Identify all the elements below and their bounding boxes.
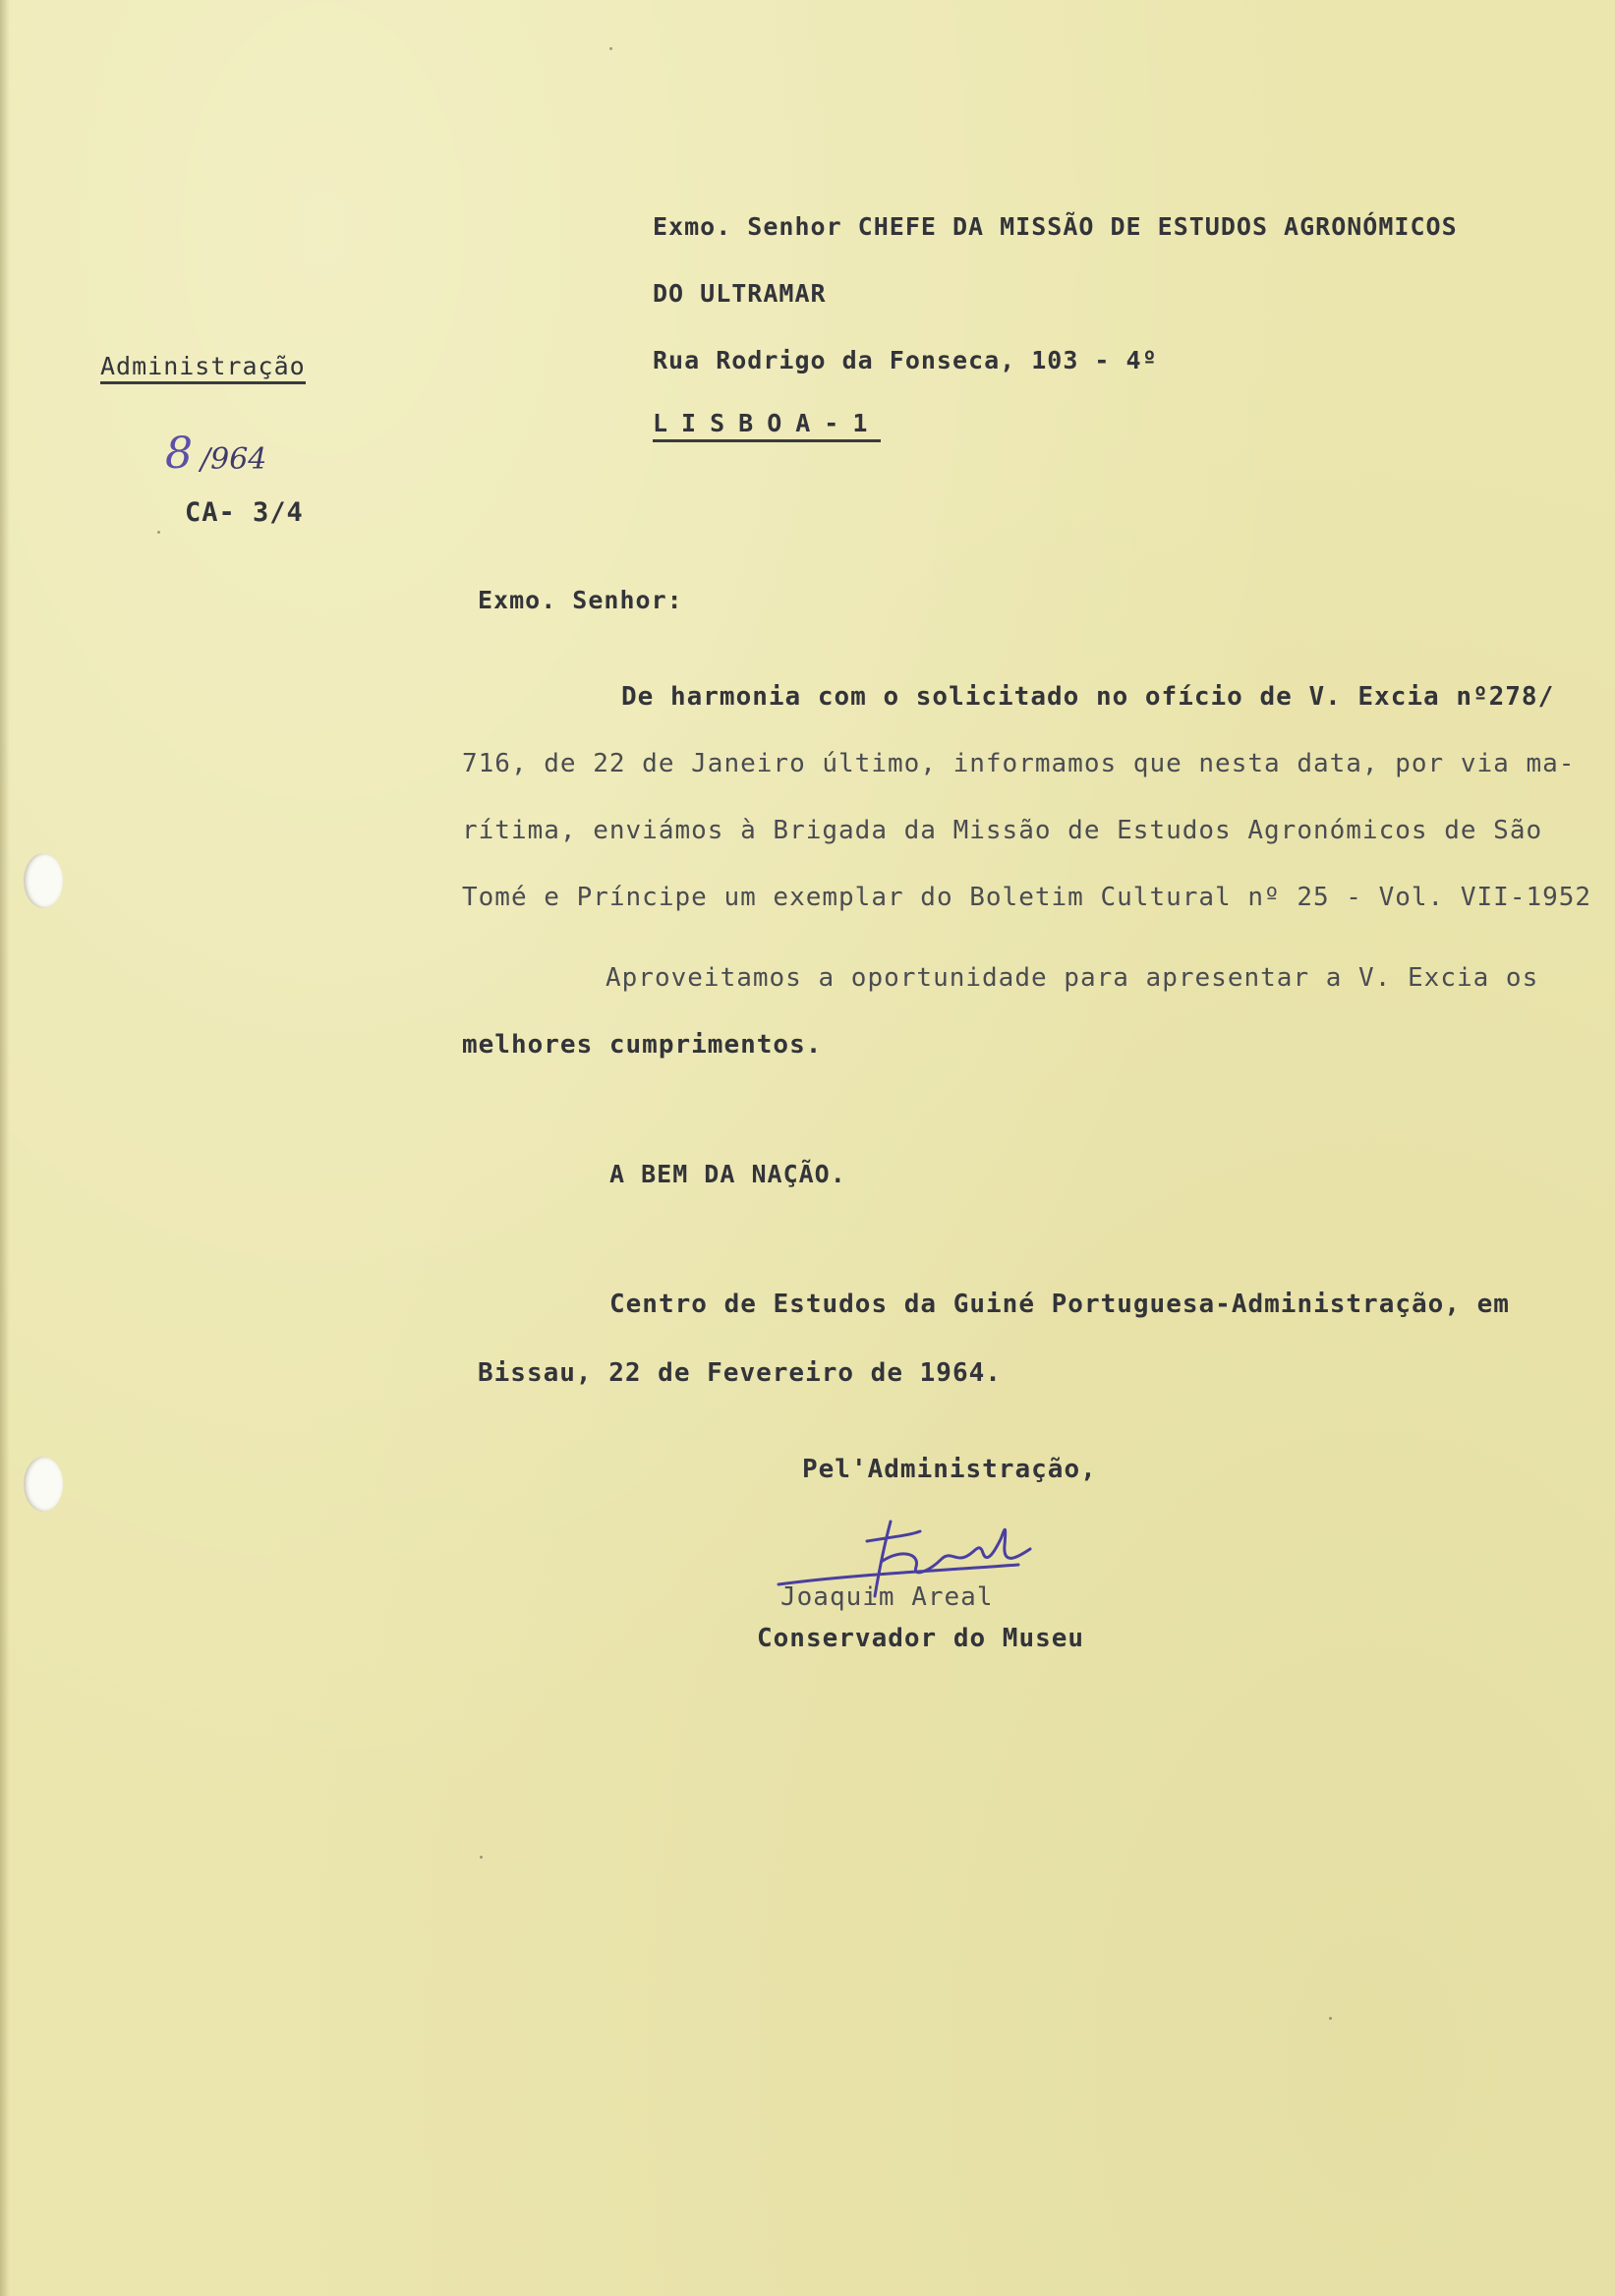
reference-year: /964	[201, 442, 267, 477]
closing-formula: A BEM DA NAÇÃO.	[609, 1160, 846, 1188]
paper-speck	[480, 1856, 483, 1859]
body-line-2: 716, de 22 de Janeiro último, informamos que nesta data, por via ma-	[462, 749, 1576, 778]
paper-speck	[157, 531, 160, 534]
punch-hole-top	[24, 853, 63, 908]
on-behalf-line: Pel'Administração,	[802, 1455, 1097, 1484]
paper-edge-shadow	[0, 0, 10, 2296]
handwritten-reference-number: 8	[165, 429, 193, 479]
body-line-6: melhores cumprimentos.	[462, 1030, 823, 1060]
body-line-3: rítima, enviámos à Brigada da Missão de Estudos Agronómicos de São	[462, 816, 1543, 845]
punch-hole-bottom	[24, 1457, 63, 1512]
body-line-5: Aproveitamos a oportunidade para apresentar a V. Excia os	[606, 963, 1539, 993]
recipient-line-1: Exmo. Senhor CHEFE DA MISSÃO DE ESTUDOS AGRONÓMICOS	[653, 212, 1458, 241]
recipient-line-2: DO ULTRAMAR	[653, 279, 827, 308]
paper-speck	[1329, 2017, 1332, 2020]
signatory-name: Joaquim Areal	[780, 1582, 994, 1612]
place-date-line-2: Bissau, 22 de Fevereiro de 1964.	[478, 1358, 1002, 1388]
place-date-line-1: Centro de Estudos da Guiné Portuguesa-Administração, em	[609, 1290, 1510, 1319]
recipient-street: Rua Rodrigo da Fonseca, 103 - 4º	[653, 346, 1158, 374]
reference-code: CA- 3/4	[185, 497, 304, 528]
body-line-1: De harmonia com o solicitado no ofício de V. Excia nº278/	[621, 682, 1555, 712]
salutation: Exmo. Senhor:	[478, 586, 683, 614]
paper-speck	[609, 47, 612, 50]
recipient-city: LISBOA-1	[653, 409, 881, 442]
body-line-4: Tomé e Príncipe um exemplar do Boletim Cultural nº 25 - Vol. VII-1952	[462, 883, 1592, 912]
department-label: Administração	[100, 352, 306, 384]
signatory-title: Conservador do Museu	[757, 1624, 1085, 1653]
